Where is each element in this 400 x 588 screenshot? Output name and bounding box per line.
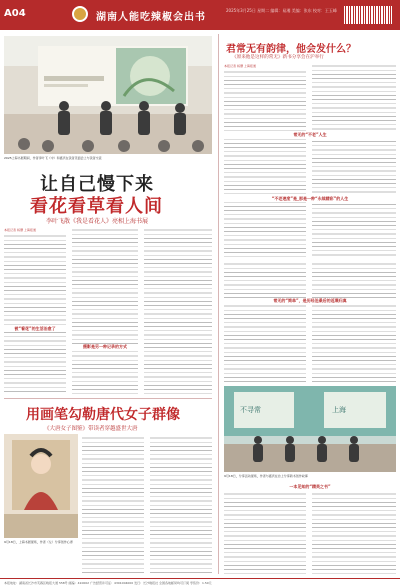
right-text-col-4 <box>312 262 396 382</box>
headline-line-1: 让自己慢下来 <box>40 174 154 195</box>
section-logo-icon <box>72 6 88 22</box>
body-text-col-2 <box>72 228 138 394</box>
barcode-icon <box>344 6 392 24</box>
right-section-heading: 常无的“不老”人生 <box>224 132 396 138</box>
section-heading: 摄影是另一种记录的方式 <box>72 344 138 350</box>
masthead-bar <box>0 0 400 30</box>
illustration-caption: 9月18日，上海书展现场，作者（左）分享创作心得 <box>4 540 73 544</box>
right-subheadline: 《原来他是这样的常无》新书分享会在沪举行 <box>232 55 324 60</box>
right-headline: 君常无有韵律，他会发什么？ <box>226 44 356 55</box>
right-text-col-6 <box>312 492 396 574</box>
divider <box>4 398 212 399</box>
footer-info: 本报地址：湖南省长沙市芙蓉区晚报大道 558号 邮编：410002 广告经营许可证：4301004000 发行：长沙晚报社 全国各地邮局均可订阅 零售价：1.50元 <box>0 578 400 588</box>
subheadline: 李叶飞散《我是看花人》亮相上海书展 <box>46 218 149 225</box>
body-text-col-4 <box>82 436 144 574</box>
right-section-heading: 一本见知的“精英之书” <box>289 484 331 489</box>
body-text-col-3 <box>144 228 212 394</box>
right-section-heading: “不老速度”是_那是一种“永续精彩”的人生 <box>224 196 396 202</box>
byline: 本报记者 杨珊 上海报道 <box>4 228 36 232</box>
photo-caption: 2025上海书展期间，作者李叶飞（中）和嘉宾在读者见面会上与读者交流 <box>4 156 102 160</box>
body-text-col-5 <box>150 436 212 574</box>
right-text-col-5 <box>224 492 306 574</box>
svg-text:上海: 上海 <box>332 406 346 414</box>
page-number: A04 <box>4 8 26 19</box>
right-text-col-3 <box>224 262 306 382</box>
headline-line-2: 看花看草看人间 <box>30 196 163 217</box>
right-text-col-1 <box>224 70 306 258</box>
section-title: 湖南人能吃辣椒会出书 <box>96 12 206 23</box>
right-section-heading: 常无的“简单”，是历经沧桑后的返璞归真 <box>224 298 396 304</box>
right-photo-caption: 9月18日，分享活动现场，作者与嘉宾在台上分享新书创作故事 <box>224 474 308 478</box>
subheadline-b: 《大唐女子图鉴》带读者穿越盛世大唐 <box>44 426 138 432</box>
section-heading: 被“看花”的生活治愈了 <box>4 326 66 332</box>
sharing-session-photo <box>224 386 396 472</box>
body-text-col-1 <box>4 234 66 394</box>
right-byline: 本报记者 杨珊 上海报道 <box>224 64 256 68</box>
book-event-photo <box>4 36 212 154</box>
issue-date: 2025年3月25日 星期二 编辑：易湘 美编：张东 校对：王玉峰 <box>226 8 337 13</box>
column-divider <box>218 34 219 574</box>
illustration-photo <box>4 434 78 538</box>
svg-text:不寻常: 不寻常 <box>240 406 261 414</box>
headline-b: 用画笔勾勒唐代女子群像 <box>26 407 180 423</box>
right-text-col-2 <box>312 64 396 258</box>
